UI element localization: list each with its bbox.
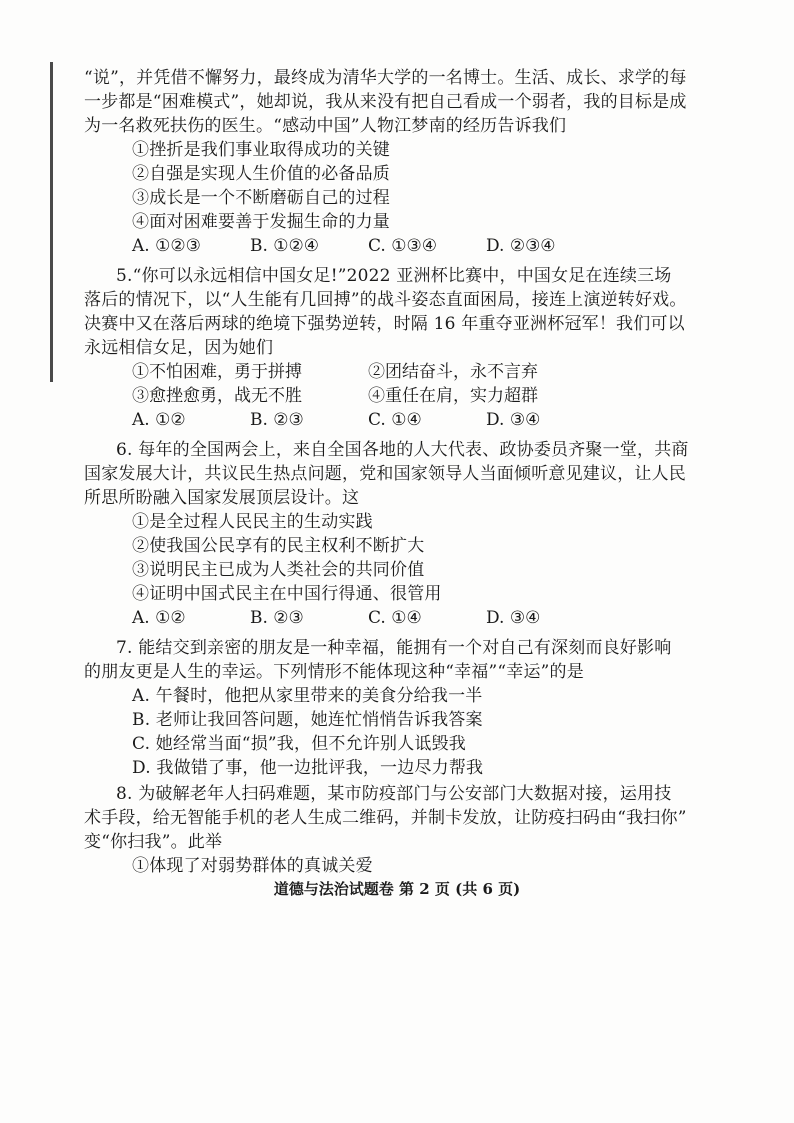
statement-row [84, 384, 724, 408]
stem-line: 落后的情况下，以“人生能有几回搏”的战斗姿态直面困局，接连上演逆转好戏。 [84, 290, 687, 310]
stem-line: 的朋友更是人生的幸运。下列情形不能体现这种“幸福”“幸运”的是 [84, 662, 584, 682]
page-footer: 道德与法治试题卷 第 2 页 (共 6 页) [273, 880, 521, 898]
option-d: D. ③④ [486, 410, 541, 430]
stem-line: 为一名救死扶伤的医生。“感动中国”人物江梦南的经历告诉我们 [84, 116, 567, 136]
stem-line: 6. 每年的全国两会上，来自全国各地的人大代表、政协委员齐聚一堂，共商 [116, 440, 689, 460]
choice-item: D. 我做错了事，他一边批评我，一边尽力帮我 [132, 758, 484, 778]
choice-item: B. 老师让我回答问题，她连忙悄悄告诉我答案 [132, 710, 483, 730]
stem-line: 永远相信女足，因为她们 [84, 338, 274, 358]
choice-item: A. 午餐时，他把从家里带来的美食分给我一半 [132, 686, 483, 706]
stem-line: 所思所盼融入国家发展顶层设计。这 [84, 488, 360, 508]
statement-item: ④面对困难要善于发掘生命的力量 [132, 212, 390, 232]
statement-item: ③成长是一个不断磨砺自己的过程 [132, 188, 390, 208]
stem-line: 国家发展大计，共议民生热点问题，党和国家领导人当面倾听意见建议，让人民 [84, 464, 686, 484]
option-d: D. ②③④ [486, 236, 556, 256]
choice-item: C. 她经常当面“损”我，但不允许别人诋毁我 [132, 734, 466, 754]
statement-item: ③说明民主已成为人类社会的共同价值 [132, 560, 425, 580]
statement-item: ②自强是实现人生价值的必备品质 [132, 164, 390, 184]
exam-page [84, 66, 724, 878]
statement-item: ①体现了对弱势群体的真诚关爱 [132, 856, 373, 876]
stem-line: 一步都是“困难模式”，她却说，我从来没有把自己看成一个弱者，我的目标是成 [84, 92, 687, 112]
stem-line: 7. 能结交到亲密的朋友是一种幸福，能拥有一个对自己有深刻而良好影响 [116, 638, 672, 658]
option-c: C. ①④ [368, 608, 422, 628]
question-4 [84, 66, 724, 258]
answer-options [84, 606, 724, 630]
answer-options [84, 234, 724, 258]
statement-row [84, 360, 724, 384]
stem-line: 决赛中又在落后两球的绝境下强势逆转，时隔 16 年重夺亚洲杯冠军！我们可以 [84, 314, 685, 334]
option-a: A. ①② [132, 410, 186, 430]
stem-line: 5.“你可以永远相信中国女足!”2022 亚洲杯比赛中，中国女足在连续三场 [116, 266, 672, 286]
option-b: B. ①②④ [250, 236, 320, 256]
statement-item: ④证明中国式民主在中国行得通、很管用 [132, 584, 442, 604]
question-8 [84, 782, 724, 878]
statement-item: ①不怕困难，勇于拼搏 [132, 362, 302, 382]
question-7 [84, 636, 724, 780]
option-b: B. ②③ [250, 410, 304, 430]
statement-item: ③愈挫愈勇，战无不胜 [132, 386, 302, 406]
stem-line: 术手段，给无智能手机的老人生成二维码，并制卡发放，让防疫扫码由“我扫你” [84, 808, 687, 828]
stem-line: 8. 为破解老年人扫码难题，某市防疫部门与公安部门大数据对接，运用技 [116, 784, 672, 804]
statement-item: ④重任在肩，实力超群 [368, 386, 538, 406]
scan-binding-edge [50, 62, 53, 382]
option-d: D. ③④ [486, 608, 541, 628]
option-c: C. ①③④ [368, 236, 437, 256]
statement-item: ①挫折是我们事业取得成功的关键 [132, 140, 390, 160]
option-b: B. ②③ [250, 608, 304, 628]
statement-item: ②使我国公民享有的民主权利不断扩大 [132, 536, 425, 556]
option-a: A. ①②③ [132, 236, 201, 256]
question-6 [84, 438, 724, 630]
stem-line: 变“你扫我”。此举 [84, 832, 223, 852]
statement-item: ①是全过程人民民主的生动实践 [132, 512, 373, 532]
question-5 [84, 264, 724, 432]
option-c: C. ①④ [368, 410, 422, 430]
option-a: A. ①② [132, 608, 186, 628]
stem-line: “说”，并凭借不懈努力，最终成为清华大学的一名博士。生活、成长、求学的每 [84, 68, 687, 88]
statement-item: ②团结奋斗，永不言弃 [368, 362, 538, 382]
answer-options [84, 408, 724, 432]
